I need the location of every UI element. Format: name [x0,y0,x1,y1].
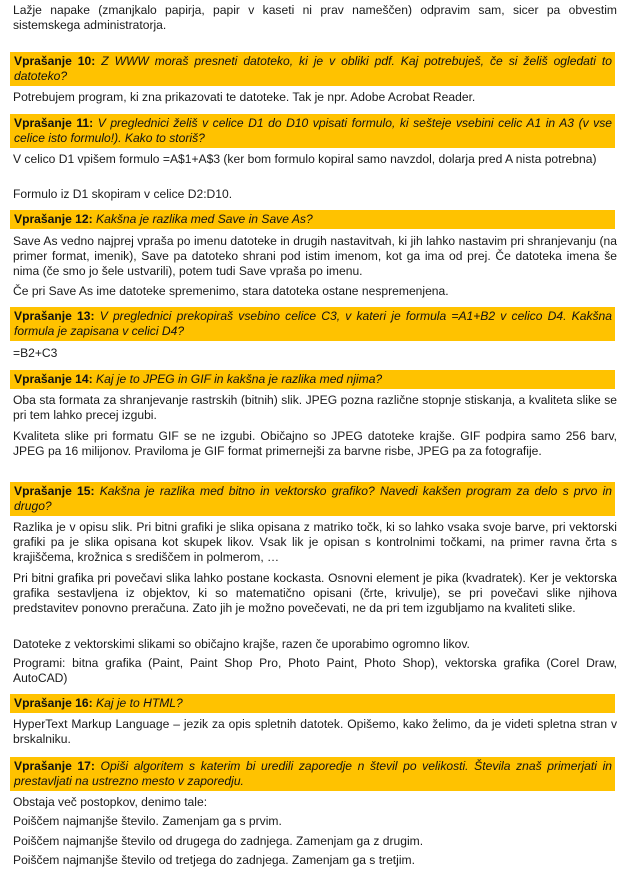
answer-15-p4: Programi: bitna grafika (Paint, Paint Shop Pro, Photo Paint, Photo Shop), vektorska grafika (Corel Draw, AutoCAD) [13,656,617,685]
question-11-text: V preglednici želiš v celice D1 do D10 vpisati formulo, ki sešteje vsebini celic A1 in A3 (v vse celice isto formulo!). Kako to storiš? [14,116,612,145]
answer-17-p3: Poiščem najmanjše število od drugega do zadnjega. Zamenjam ga z drugim. [13,834,424,848]
intro-paragraph: Lažje napake (zmanjkalo papirja, papir v kaseti ni prav nameščen) odpravim sam, sicer pa obvestim sistemskega administratorja. [13,3,617,32]
question-15-header [10,482,615,516]
question-12-label: Vprašanje 12: [14,212,93,226]
question-13-header [10,307,615,341]
answer-13-p1: =B2+C3 [13,346,58,360]
question-14-text: Kaj je to JPEG in GIF in kakšna je razlika med njima? [96,372,383,386]
question-15-text: Kakšna je razlika med bitno in vektorsko grafiko? Navedi kakšen program za delo s prvo in drugo? [14,484,612,513]
question-14-label: Vprašanje 14: [14,372,93,386]
answer-17-p2: Poiščem najmanjše število. Zamenjam ga s prvim. [13,814,282,828]
answer-17-p4: Poiščem najmanjše število od tretjega do zadnjega. Zamenjam ga s tretjim. [13,853,415,867]
answer-16-p1: HyperText Markup Language – jezik za opis spletnih datotek. Opišemo, kako želimo, da je videti spletna stran v brskalniku. [13,717,617,746]
answer-10-p1: Potrebujem program, ki zna prikazovati te datoteke. Tak je npr. Adobe Acrobat Reader. [13,90,476,104]
question-12-header [10,210,615,229]
answer-15-p3: Datoteke z vektorskimi slikami so običajno krajše, razen če uporabimo ogromno likov. [13,637,470,651]
question-16-header [10,694,615,713]
question-13-label: Vprašanje 13: [14,309,95,323]
question-12-text: Kakšna je razlika med Save in Save As? [96,212,313,226]
answer-17-p1: Obstaja več postopkov, denimo tale: [13,795,208,809]
answer-14-p2: Kvaliteta slike pri formatu GIF se ne izgubi. Običajno so JPEG datoteke krajše. GIF podpira samo 256 barv, JPEG pa 16 milijonov. Praviloma je GIF format primernejši za barvne risbe, JPEG pa za fotografije. [13,429,617,458]
question-13-text: V preglednici prekopiraš vsebino celice C3, v kateri je formula =A1+B2 v celico D4. Kakšna formula je zapisana v celici D4? [14,309,612,338]
answer-12-p2: Če pri Save As ime datoteke spremenimo, stara datoteka ostane nespremenjena. [13,284,449,298]
question-14-header [10,370,615,389]
question-17-header [10,757,615,791]
question-17-text: Opiši algoritem s katerim bi uredili zaporedje n števil po velikosti. Števila znaš primerjati in prestavljati na ustrezno mesto v zaporedju. [14,759,612,788]
question-11-label: Vprašanje 11: [14,116,94,130]
answer-12-p1: Save As vedno najprej vpraša po imenu datoteke in drugih nastavitvah, ki jih lahko nastavim pri shranjevanju (na primer format, imenik), Save pa datoteko shrani pod istim imenom, kot ga ima od prej. Če datoteka imena še nima (če smo jo šele ustvarili), potem tudi Save vpraša po imenu. [13,234,617,278]
question-17-label: Vprašanje 17: [14,759,95,773]
question-10-label: Vprašanje 10: [14,54,96,68]
answer-14-p1: Oba sta formata za shranjevanje rastrskih (bitnih) slik. JPEG pozna različne stopnje stiskanja, a kvaliteta slike se pri tem lahko precej izgubi. [13,393,617,422]
question-16-label: Vprašanje 16: [14,696,93,710]
answer-15-p1: Razlika je v opisu slik. Pri bitni grafiki je slika opisana z matriko točk, ki so lahko vsaka svoje barve, pri vektorski grafiki pa je slika opisana kot skupek likov. Vsak lik je opisan s kontrolnimi točkami, na primer ravna črta s krajiščema, krožnica s središčem in polmerom, … [13,520,617,564]
question-10-header [10,52,615,86]
answer-15-p2: Pri bitni grafika pri povečavi slika lahko postane kockasta. Osnovni element je pika (kvadratek). Ker je vektorska grafika sestavljena iz objektov, ki so matematično opisani (črte, krivulje), se pri povečavi slike njihova predstavitev ponovno preračuna. Zato jih je možno povečevati, ne da pri tem izgubljamo na kvaliteti slike. [13,571,617,615]
question-15-label: Vprašanje 15: [14,484,95,498]
question-16-text: Kaj je to HTML? [96,696,183,710]
question-10-text: Z WWW moraš presneti datoteko, ki je v obliki pdf. Kaj potrebuješ, če si želiš ogledati to datoteko? [14,54,612,83]
answer-11-p2: Formulo iz D1 skopiram v celice D2:D10. [13,187,233,201]
question-11-header [10,114,615,148]
answer-11-p1: V celico D1 vpišem formulo =A$1+A$3 (ker bom formulo kopiral samo navzdol, dolarja pred A nista potrebna) [13,152,597,166]
